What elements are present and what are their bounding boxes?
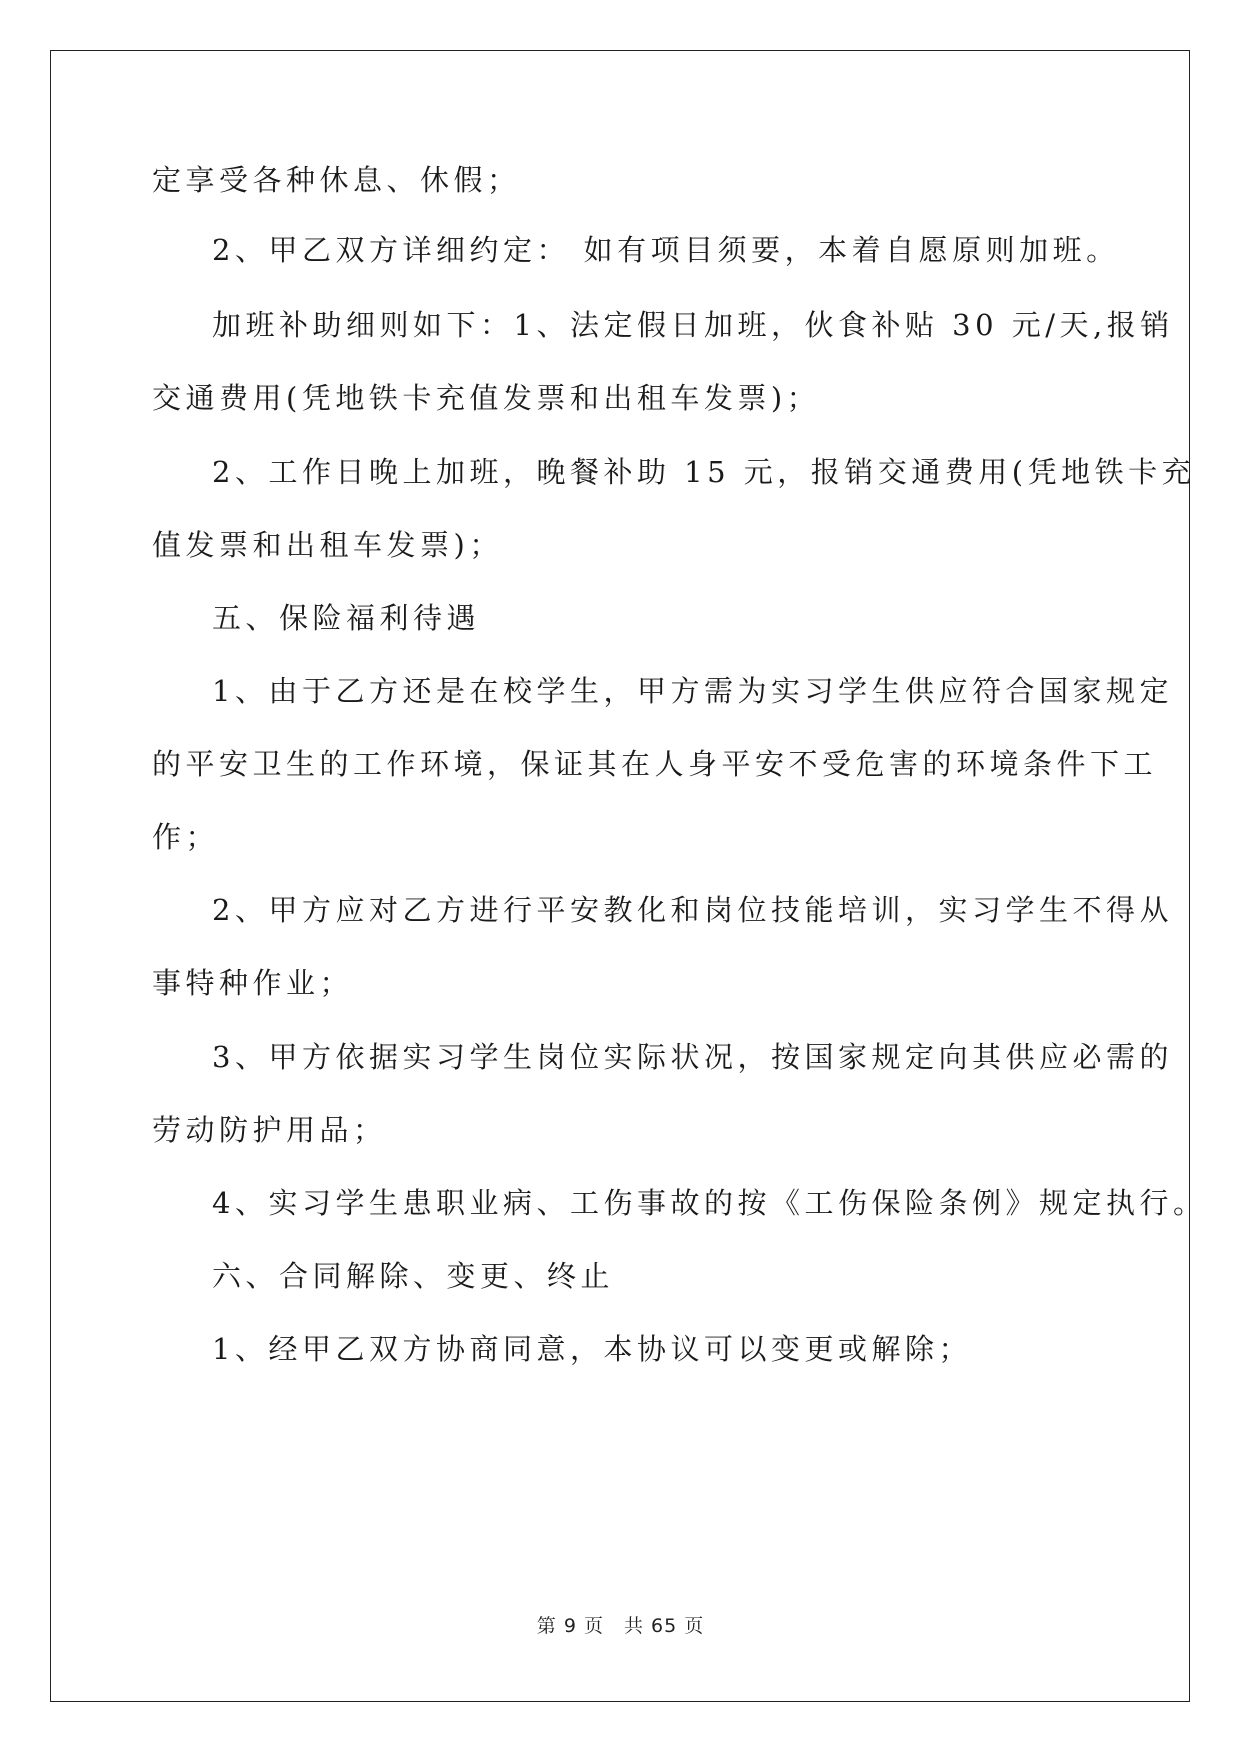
text-line: 值发票和出租车发票)； — [152, 528, 503, 562]
text-line: 加班补助细则如下：1、法定假日加班，伙食补贴 30 元/天,报销 — [212, 308, 1174, 342]
text-line: 的平安卫生的工作环境，保证其在人身平安不受危害的环境条件下工 — [152, 747, 1158, 781]
text-line: 2、甲方应对乙方进行平安教化和岗位技能培训，实习学生不得从 — [212, 893, 1173, 927]
section-heading: 六、合同解除、变更、终止 — [212, 1259, 615, 1293]
text-line: 1、经甲乙双方协商同意，本协议可以变更或解除； — [212, 1332, 972, 1366]
text-line: 2、工作日晚上加班，晚餐补助 15 元，报销交通费用(凭地铁卡充 — [212, 455, 1196, 489]
section-heading: 五、保险福利待遇 — [212, 601, 481, 635]
text-line: 4、实习学生患职业病、工伤事故的按《工伤保险条例》规定执行。 — [212, 1186, 1207, 1220]
text-line: 事特种作业； — [152, 966, 354, 1000]
text-line: 2、甲乙双方详细约定： 如有项目须要，本着自愿原则加班。 — [212, 233, 1120, 267]
text-line: 1、由于乙方还是在校学生，甲方需为实习学生供应符合国家规定 — [212, 674, 1173, 708]
page-number: 第 9 页 共 65 页 — [536, 1615, 705, 1637]
text-line: 作； — [152, 820, 220, 854]
text-line: 交通费用(凭地铁卡充值发票和出租车发票)； — [152, 381, 821, 415]
page-frame — [50, 50, 1190, 1702]
text-line: 定享受各种休息、休假； — [152, 163, 521, 197]
text-line: 3、甲方依据实习学生岗位实际状况，按国家规定向其供应必需的 — [212, 1040, 1173, 1074]
text-line: 劳动防护用品； — [152, 1113, 387, 1147]
